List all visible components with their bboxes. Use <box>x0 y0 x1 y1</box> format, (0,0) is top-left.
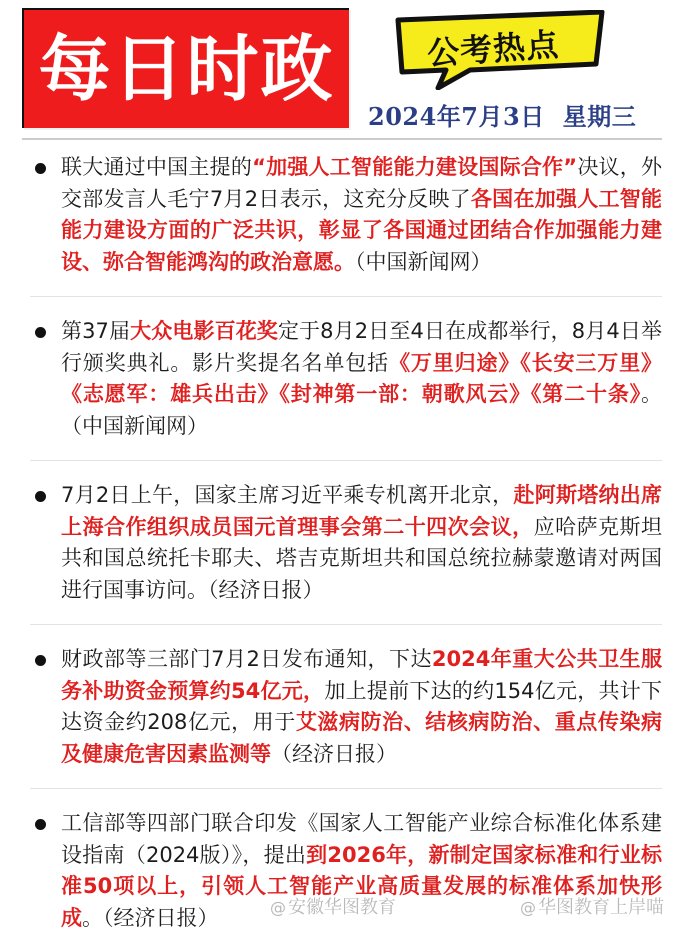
item-text: 决议，外交部发言人毛宁7月2日表示，这充分反映了 <box>61 155 663 211</box>
item-source: 。（经济日报） <box>82 905 219 930</box>
news-item <box>30 644 662 770</box>
title-box <box>22 8 349 128</box>
watermark-left <box>270 893 396 919</box>
item-text: 工信部等四部门联合印发《国家人工智能产业综合标准化体系建设指南（2024版）》，提出 <box>61 811 662 867</box>
date-text: 2024年7月3日 <box>368 102 545 131</box>
weekday-text: 星期三 <box>562 102 637 131</box>
item-highlight: “加强人工智能能力建设国际合作” <box>252 155 578 179</box>
item-text: 财政部等三部门7月2日发布通知，下达 <box>61 647 432 671</box>
page-title: 每日时政 <box>38 27 335 111</box>
bullet-dot-icon <box>35 491 46 502</box>
header-divider <box>22 138 662 140</box>
item-highlight: 到2026年，新制定国家标准和行业标准50项以上，引领人工智能产业高质量发展的标准体系加快形成 <box>61 842 662 930</box>
item-highlight: 赴阿斯塔纳出席上海合作组织成员国元首理事会第二十四次会议， <box>61 483 662 539</box>
item-source: 。（中国新闻网） <box>61 382 662 438</box>
item-highlight: 2024年重大公共卫生服务补助资金预算约54亿元， <box>61 647 662 703</box>
item-highlight: 艾滋病防治、结核病防治、重点传染病及健康危害因素监测等 <box>61 710 662 766</box>
item-text: 7月2日上午，国家主席习近平乘专机离开北京， <box>61 483 514 507</box>
item-divider <box>30 296 662 297</box>
hot-topic-tag <box>382 10 610 90</box>
news-item <box>30 316 662 442</box>
news-item <box>30 152 662 278</box>
item-highlight: 各国在加强人工智能能力建设方面的广泛共识，彰显了各国通过团结合作加强能力建设、弥合智能鸿沟的政治意愿。 <box>61 186 662 274</box>
item-source: （经济日报） <box>271 741 397 766</box>
bullet-dot-icon <box>35 819 46 830</box>
date-line <box>368 97 636 132</box>
item-highlight: 大众电影百花奖 <box>130 319 278 343</box>
item-highlight: 《万里归途》《长安三万里》《志愿军：雄兵出击》《封神第一部：朝歌风云》《第二十条》 <box>61 350 663 406</box>
bullet-dot-icon <box>35 327 46 338</box>
watermark-right <box>520 893 664 919</box>
item-text: 加上提前下达的约154亿元，共计下达资金约208亿元，用于 <box>61 678 662 734</box>
item-divider <box>30 788 662 789</box>
item-divider <box>30 624 662 625</box>
tag-label: 公考热点 <box>425 25 561 73</box>
bullet-dot-icon <box>35 163 46 174</box>
item-divider <box>30 460 662 461</box>
weibo-at-icon: @ <box>270 898 286 917</box>
news-item <box>30 480 662 606</box>
bullet-dot-icon <box>35 655 46 666</box>
item-text: 定于8月2日至4日在成都举行，8月4日举行颁奖典礼。影片奖提名名单包括 <box>61 319 663 375</box>
watermark-right-text: 华图教育上岸喵 <box>538 897 664 918</box>
item-text: 联大通过中国主提的 <box>61 155 253 179</box>
watermark-left-text: 安徽华图教育 <box>288 897 396 918</box>
item-source: （中国新闻网） <box>355 249 492 274</box>
item-text: 应哈萨克斯坦共和国总统托卡耶夫、塔吉克斯坦共和国总统拉赫蒙邀请对两国进行国事访问。（经济日报） <box>61 514 663 602</box>
item-text: 第37届 <box>61 319 131 343</box>
news-list <box>30 152 662 934</box>
weibo-at-icon: @ <box>520 898 536 917</box>
